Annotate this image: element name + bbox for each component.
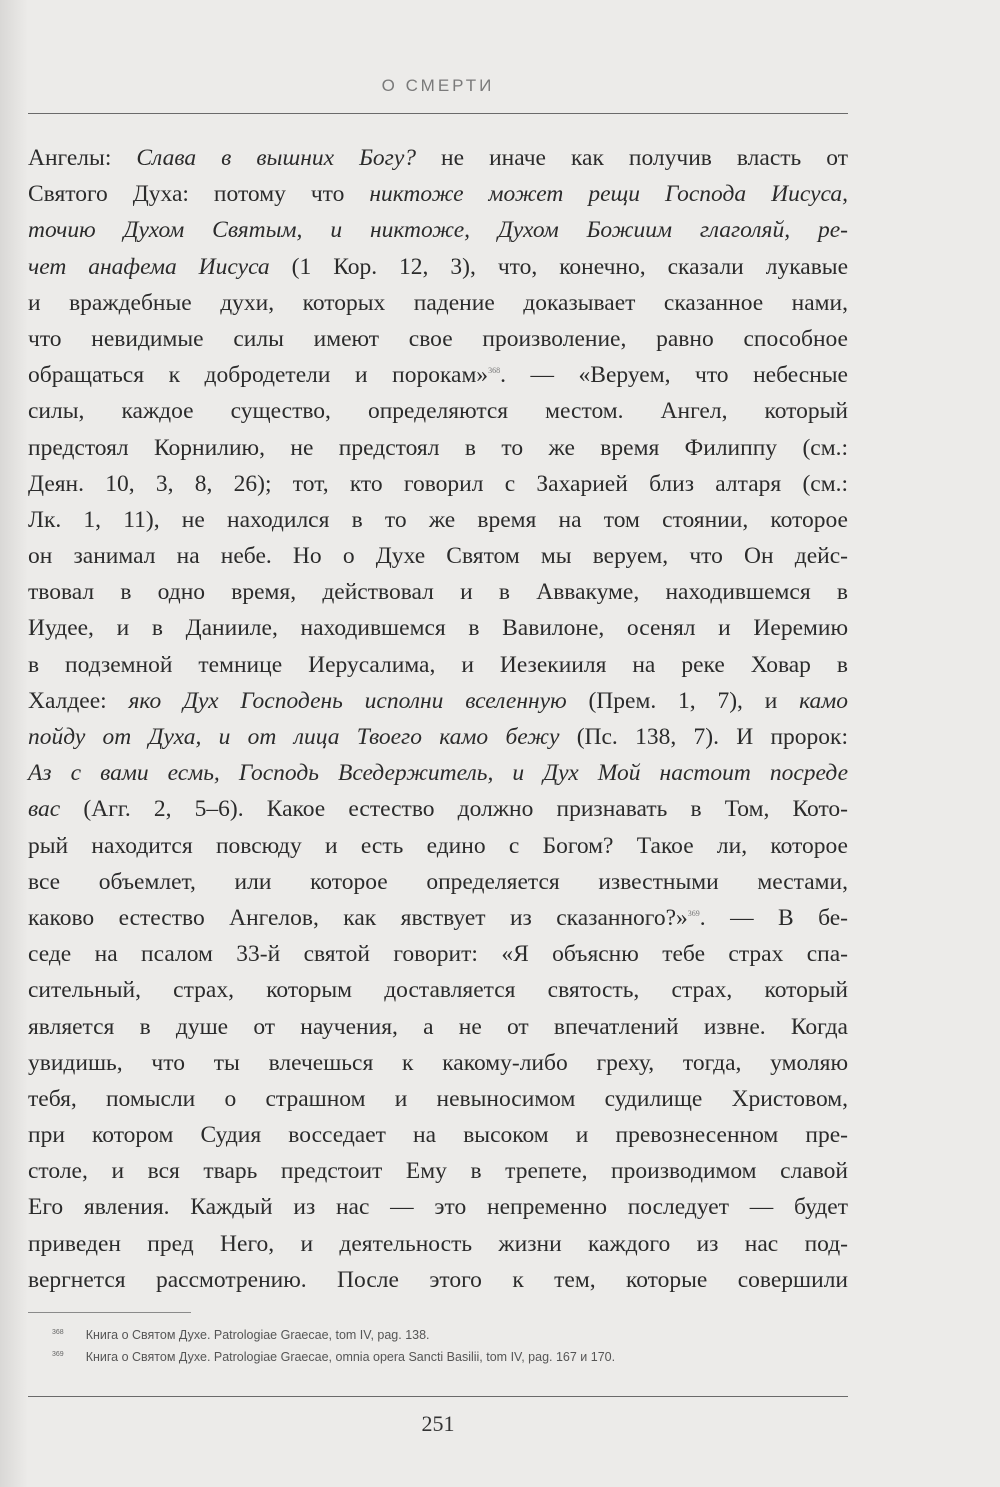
text-line bbox=[28, 212, 848, 248]
text-run: что невидимые силы имеют свое произволение, равно способное bbox=[28, 325, 848, 352]
text-line bbox=[28, 285, 848, 321]
text-line bbox=[28, 430, 848, 466]
text-run: твовал в одно время, действовал и в Аввакуме, находившемся в bbox=[28, 579, 848, 606]
text-run: (1 Кор. 12, 3), что, конечно, сказали лукавые bbox=[269, 253, 849, 280]
text-run: (Прем. 1, 7), и bbox=[566, 687, 800, 714]
text-line bbox=[28, 864, 848, 900]
footnote-reference: 368 bbox=[488, 366, 501, 376]
footnote-rule bbox=[28, 1312, 191, 1313]
text-run: . — В бе- bbox=[699, 904, 848, 931]
text-run: при котором Судия восседает на высоком и превознесенном пре- bbox=[28, 1122, 848, 1149]
text-run: Халдее: bbox=[28, 687, 129, 714]
text-line bbox=[28, 1262, 848, 1298]
italic-quote: яко Дух Господень исполни вселенную bbox=[128, 687, 567, 714]
text-run: он занимал на небе. Но о Духе Святом мы веруем, что Он дейс- bbox=[28, 543, 848, 570]
footnote-text: Книга о Святом Духе. Patrologiae Graecae, tom IV, pag. 138. bbox=[85, 1328, 430, 1342]
text-line bbox=[28, 393, 848, 429]
text-run: столе, и вся тварь предстоит Ему в трепете, производимом славой bbox=[28, 1158, 848, 1185]
text-line bbox=[28, 1081, 848, 1117]
text-line bbox=[28, 176, 848, 212]
text-line bbox=[28, 574, 848, 610]
header-rule bbox=[28, 113, 848, 114]
text-run: седе на псалом 33-й святой говорит: «Я объясню тебе страх спа- bbox=[28, 941, 848, 968]
text-line bbox=[28, 249, 848, 285]
text-run: Его явления. Каждый из нас — это непременно последует — будет bbox=[28, 1194, 848, 1221]
text-run: обращаться к добродетели и порокам» bbox=[28, 362, 489, 389]
text-line bbox=[28, 466, 848, 502]
footer-rule bbox=[28, 1396, 848, 1397]
text-run: в подземной темнице Иерусалима, и Иезекииля на реке Ховар в bbox=[28, 651, 848, 678]
text-line bbox=[28, 791, 848, 827]
text-run: приведен пред Него, и деятельность жизни каждого из нас под- bbox=[28, 1230, 848, 1257]
text-run: Иудее, и в Данииле, находившемся в Вавилоне, осенял и Иеремию bbox=[28, 615, 848, 642]
text-run: является в душе от научения, а не от впечатлений извне. Когда bbox=[28, 1013, 848, 1040]
footnote-number: 369 bbox=[52, 1351, 64, 1358]
text-line bbox=[28, 647, 848, 683]
text-run: каково естество Ангелов, как явствует из сказанного?» bbox=[28, 904, 688, 931]
text-line bbox=[28, 1117, 848, 1153]
italic-quote: пойду от Духа, и от лица Твоего камо бежу bbox=[28, 724, 560, 750]
footnote-reference: 369 bbox=[687, 908, 700, 918]
text-line bbox=[28, 502, 848, 538]
text-line bbox=[28, 321, 848, 357]
text-line bbox=[28, 1189, 848, 1225]
text-line bbox=[28, 683, 848, 719]
italic-quote: вас bbox=[28, 796, 61, 823]
text-line bbox=[28, 972, 848, 1008]
text-line bbox=[28, 1226, 848, 1262]
text-line bbox=[28, 828, 848, 864]
text-line bbox=[28, 357, 848, 393]
italic-quote: камо bbox=[799, 687, 848, 714]
footnote-number: 368 bbox=[52, 1329, 64, 1336]
text-run: не иначе как получив власть от bbox=[416, 145, 848, 171]
page-edge bbox=[0, 0, 28, 1487]
text-line bbox=[28, 1009, 848, 1045]
text-run: силы, каждое существо, определяются местом. Ангел, который bbox=[28, 398, 848, 425]
text-line bbox=[28, 538, 848, 574]
text-run: Святого Духа: потому что bbox=[28, 181, 370, 208]
italic-quote: чет анафема Иисуса bbox=[28, 253, 270, 280]
italic-quote: Аз с вами есмь, Господь Вседержитель, и Дух Мой настоит посреде bbox=[28, 760, 848, 787]
text-run: (Агг. 2, 5–6). Какое естество должно признавать в Том, Кото- bbox=[60, 796, 848, 823]
text-line bbox=[28, 719, 848, 755]
page-number: 251 bbox=[421, 1411, 455, 1436]
body-text bbox=[28, 140, 848, 1298]
italic-quote: точию Духом Святым, и никтоже, Духом Божиим глаголяй, ре- bbox=[28, 217, 848, 244]
text-line bbox=[28, 1045, 848, 1081]
text-line bbox=[28, 140, 848, 176]
italic-quote: Слава в вышних Богу? bbox=[136, 145, 417, 171]
text-run: Деян. 10, 3, 8, 26); тот, кто говорил с Захарией близ алтаря (см.: bbox=[28, 470, 848, 497]
text-line bbox=[28, 610, 848, 646]
footnote-text: Книга о Святом Духе. Patrologiae Graecae, omnia opera Sancti Basilii, tom IV, pag. 167 и 170. bbox=[85, 1350, 616, 1364]
text-run: Лк. 1, 11), не находился в то же время на том стоянии, которое bbox=[28, 506, 848, 533]
text-run: увидишь, что ты влечешься к какому-либо греху, тогда, умоляю bbox=[28, 1049, 848, 1076]
footnote bbox=[52, 1344, 832, 1366]
text-run: . — «Веруем, что небесные bbox=[500, 362, 848, 389]
text-run: (Пс. 138, 7). И пророк: bbox=[559, 724, 849, 750]
footnotes bbox=[52, 1322, 832, 1366]
text-run: вергнется рассмотрению. После этого к тем, которые совершили bbox=[28, 1266, 848, 1293]
running-head: О СМЕРТИ bbox=[381, 76, 495, 95]
text-run: и враждебные духи, которых падение доказывает сказанное нами, bbox=[28, 289, 848, 316]
text-line bbox=[28, 755, 848, 791]
text-line bbox=[28, 1153, 848, 1189]
text-line bbox=[28, 936, 848, 972]
text-run: тебя, помысли о страшном и невыносимом судилище Христовом, bbox=[28, 1085, 848, 1112]
text-line bbox=[28, 900, 848, 936]
text-run: рый находится повсюду и есть едино с Богом? Такое ли, которое bbox=[28, 832, 848, 859]
text-run: предстоял Корнилию, не предстоял в то же время Филиппу (см.: bbox=[28, 434, 848, 461]
footnote bbox=[52, 1322, 832, 1344]
italic-quote: никтоже может рещи Господа Иисуса, bbox=[369, 181, 848, 208]
text-run: Ангелы: bbox=[28, 145, 137, 171]
text-run: сительный, страх, которым доставляется святость, страх, который bbox=[28, 977, 848, 1004]
text-run: все объемлет, или которое определяется известными местами, bbox=[28, 868, 848, 895]
